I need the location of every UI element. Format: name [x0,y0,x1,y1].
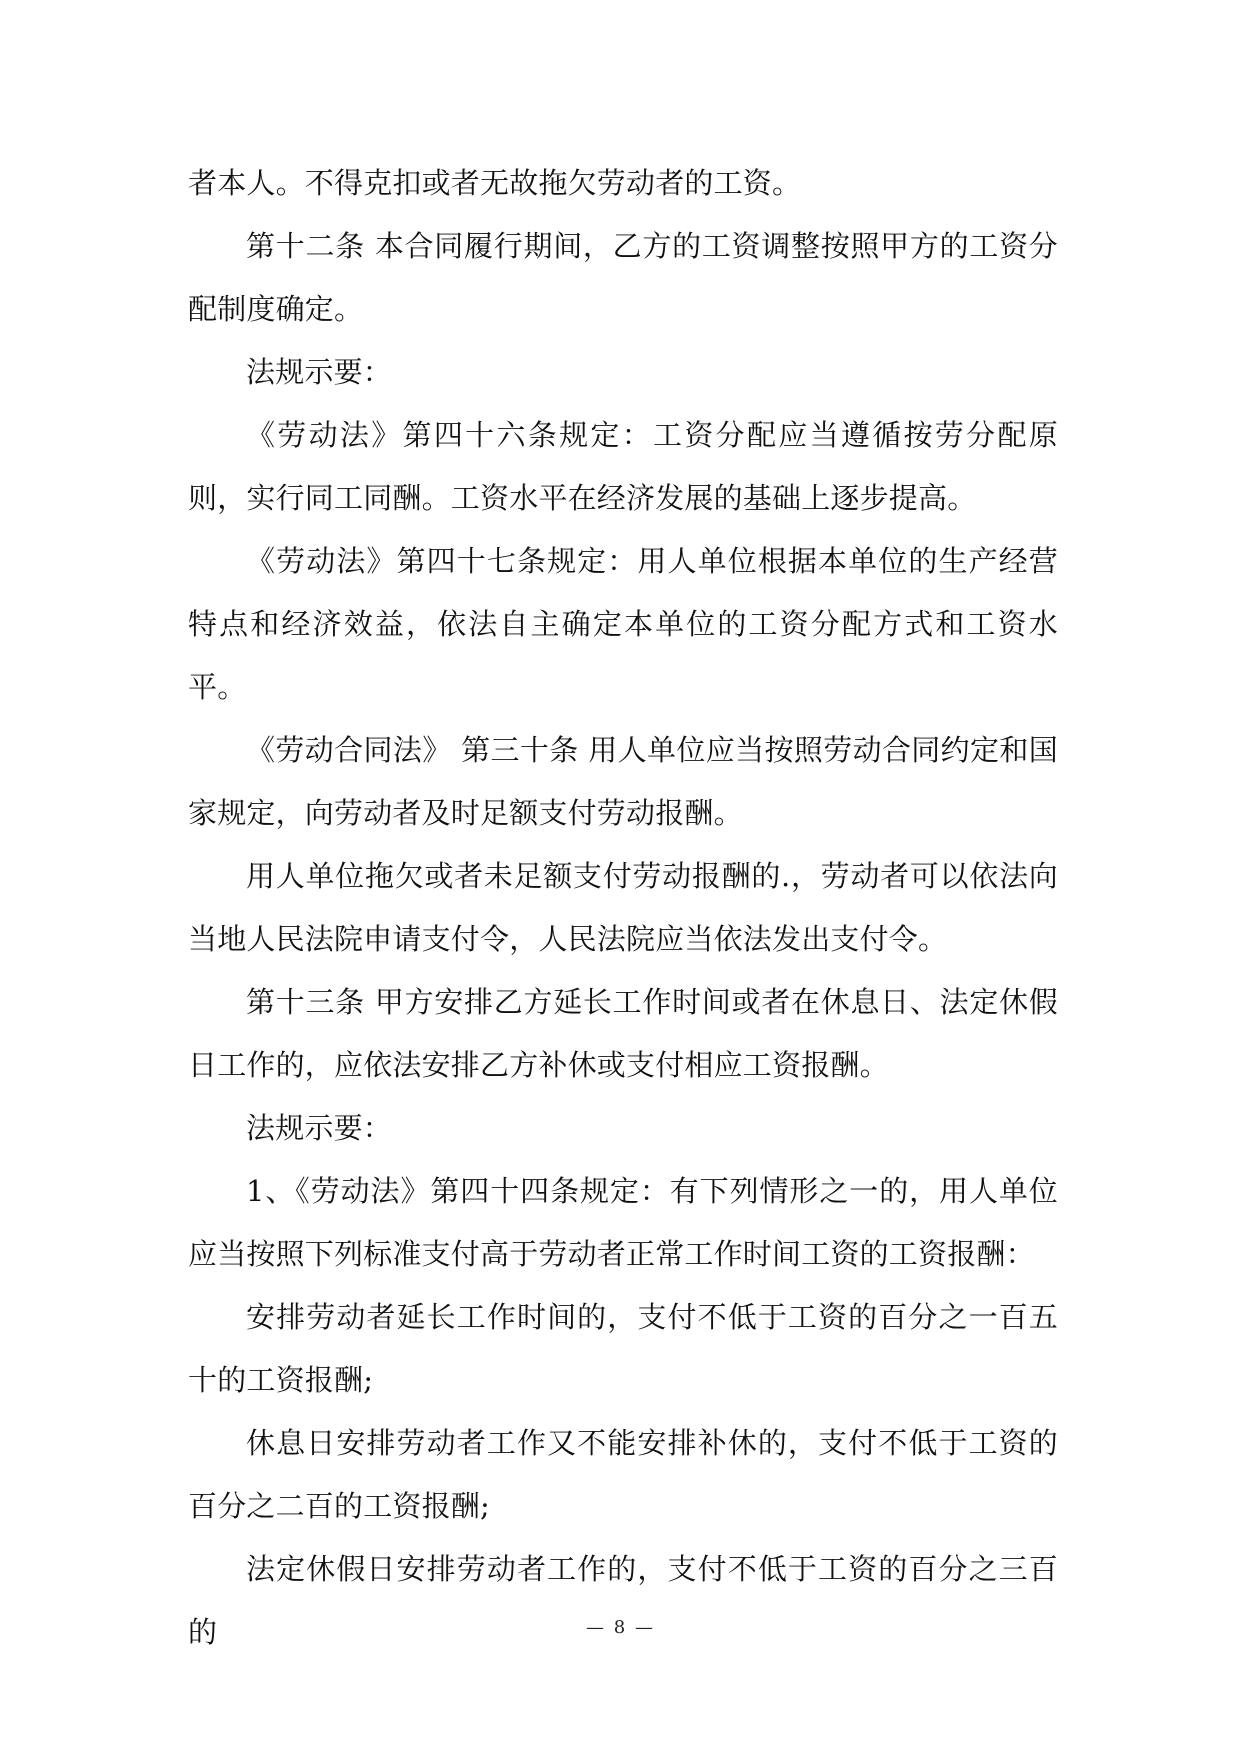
paragraph: 1、《劳动法》第四十四条规定：有下列情形之一的，用人单位应当按照下列标准支付高于劳动者正常工作时间工资的工资报酬： [188,1174,1058,1271]
paragraph: 第十三条 甲方安排乙方延长工作时间或者在休息日、法定休假日工作的，应依法安排乙方补休或支付相应工资报酬。 [188,985,1058,1082]
paragraph: 第十二条 本合同履行期间，乙方的工资调整按照甲方的工资分配制度确定。 [188,229,1058,326]
paragraph: 休息日安排劳动者工作又不能安排补休的，支付不低于工资的百分之二百的工资报酬; [188,1426,1058,1523]
paragraph: 《劳动法》第四十六条规定：工资分配应当遵循按劳分配原则，实行同工同酬。工资水平在经济发展的基础上逐步提高。 [188,418,1058,515]
document-body [188,152,1058,1664]
paragraph: 法规示要： [246,355,393,389]
paragraph: 者本人。不得克扣或者无故拖欠劳动者的工资。 [188,166,802,200]
paragraph: 《劳动合同法》 第三十条 用人单位应当按照劳动合同约定和国家规定，向劳动者及时足额支付劳动报酬。 [188,733,1058,830]
paragraph: 法定休假日安排劳动者工作的，支付不低于工资的百分之三百的 [188,1552,1058,1649]
paragraph: 《劳动法》第四十七条规定：用人单位根据本单位的生产经营特点和经济效益，依法自主确定本单位的工资分配方式和工资水平。 [188,544,1058,704]
paragraph: 安排劳动者延长工作时间的，支付不低于工资的百分之一百五十的工资报酬; [188,1300,1058,1397]
paragraph: 用人单位拖欠或者未足额支付劳动报酬的.，劳动者可以依法向当地人民法院申请支付令，人民法院应当依法发出支付令。 [188,859,1058,956]
paragraph: 法规示要： [246,1111,393,1145]
page-number: — 8 — [586,1617,655,1638]
